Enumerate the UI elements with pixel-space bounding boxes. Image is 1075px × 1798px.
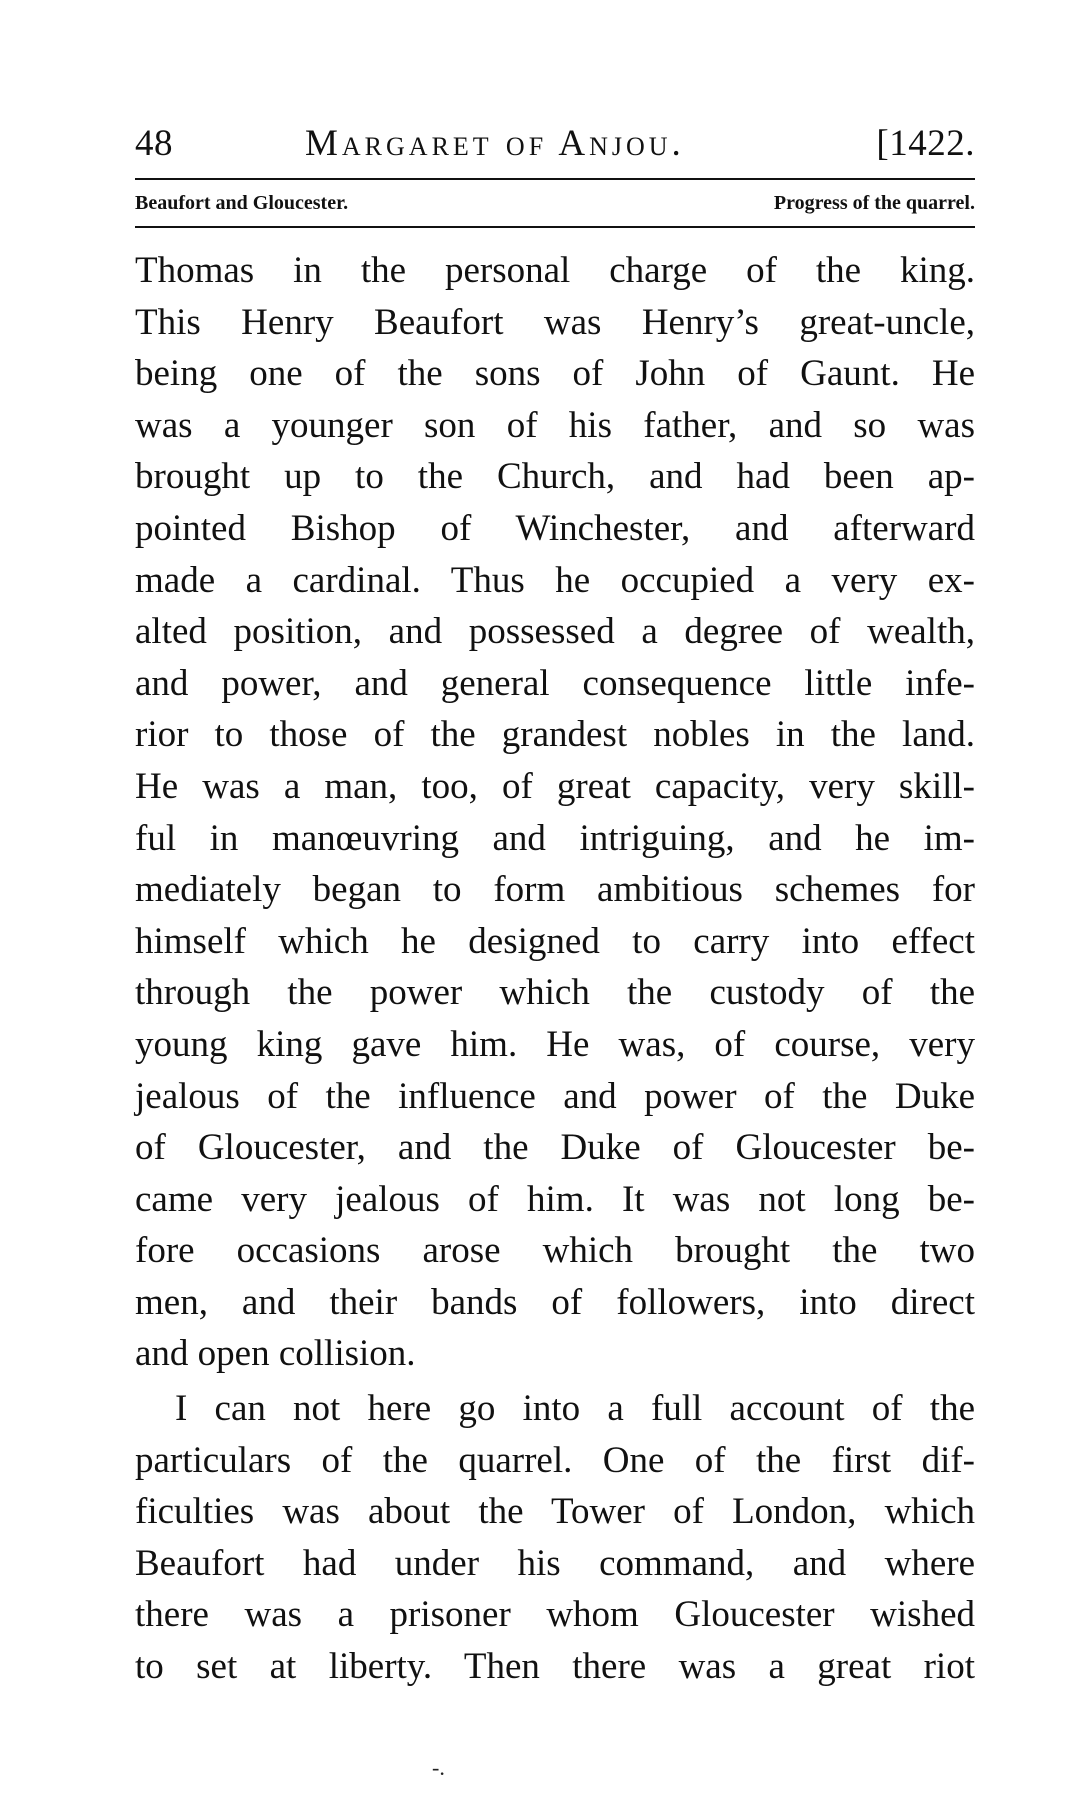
text-line: I can not here go into a full account of the [175, 1388, 975, 1430]
text-line: Beaufort had under his command, and where [135, 1542, 975, 1584]
text-line: himself which he designed to carry into effect [135, 920, 975, 962]
text-line: jealous of the influence and power of the Duke [135, 1075, 975, 1117]
text-line: alted position, and possessed a degree of wealth, [135, 611, 975, 653]
text-line: fore occasions arose which brought the two [135, 1230, 975, 1272]
page-number: 48 [135, 123, 173, 164]
text-line: rior to those of the grandest nobles in the land. [135, 714, 975, 756]
left-subheading: Beaufort and Gloucester. [135, 192, 349, 214]
text-line: to set at liberty. Then there was a great riot [135, 1646, 975, 1688]
text-line: being one of the sons of John of Gaunt. He [135, 353, 975, 395]
text-line: brought up to the Church, and had been ap- [135, 456, 975, 498]
text-line: ful in manœuvring and intriguing, and he im- [135, 817, 975, 859]
text-line: Thomas in the personal charge of the king. [135, 250, 975, 291]
text-line: particulars of the quarrel. One of the first dif- [135, 1439, 975, 1481]
text-line: came very jealous of him. It was not long be- [135, 1178, 975, 1220]
text-line: and power, and general consequence little infe- [135, 662, 975, 704]
paragraph-1 [135, 245, 975, 1380]
header-rule-bottom [135, 226, 975, 228]
subheadings [135, 192, 975, 222]
header-rule-top [135, 178, 975, 180]
running-head [135, 110, 975, 166]
text-line: was a younger son of his father, and so was [135, 404, 975, 446]
right-subheading: Progress of the quarrel. [773, 192, 975, 214]
text-line: of Gloucester, and the Duke of Gloucester be- [135, 1127, 975, 1169]
text-line: ficulties was about the Tower of London, which [135, 1491, 975, 1533]
book-title: Margaret of Anjou. [305, 123, 685, 164]
text-line: pointed Bishop of Winchester, and afterward [135, 507, 975, 549]
text-line: through the power which the custody of the [135, 972, 975, 1014]
text-line: mediately began to form ambitious schemes for [135, 869, 975, 911]
text-line: made a cardinal. Thus he occupied a very ex- [135, 559, 975, 601]
text-line: young king gave him. He was, of course, very [135, 1023, 975, 1065]
text-line: there was a prisoner whom Gloucester wished [135, 1594, 975, 1636]
text-line: and open collision. [135, 1333, 416, 1375]
text-line: men, and their bands of followers, into direct [135, 1281, 975, 1323]
body-text [135, 245, 975, 1693]
paragraph-2 [135, 1383, 975, 1693]
footer-mark: -. [432, 1755, 445, 1780]
text-line: This Henry Beaufort was Henry’s great-uncle, [135, 301, 975, 343]
text-line: He was a man, too, of great capacity, very skill- [135, 765, 975, 807]
year-marker: [1422. [876, 123, 975, 164]
